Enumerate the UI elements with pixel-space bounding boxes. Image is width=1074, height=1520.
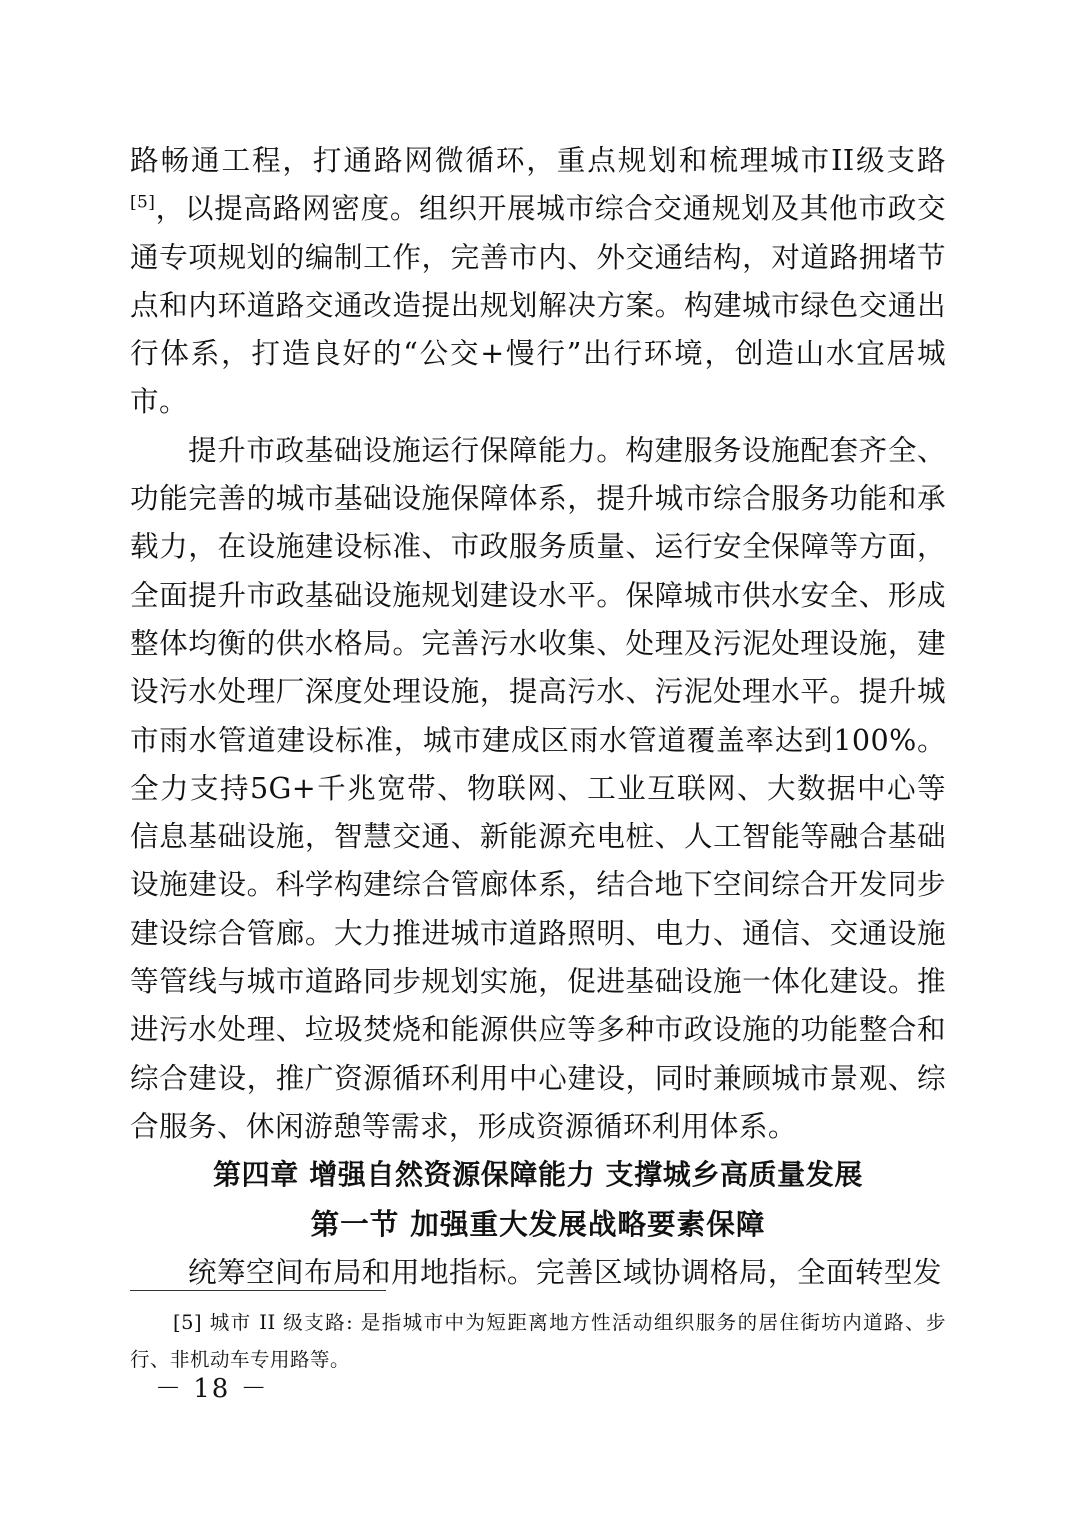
paragraph-1-text-start: 路畅通工程，打通路网微循环，重点规划和梳理城市II级支路: [130, 143, 946, 177]
paragraph-1-text-end: ，以提高路网密度。组织开展城市综合交通规划及其他市政交通专项规划的编制工作，完善市内、外交通结构，对道路拥堵节点和内环道路交通改造提出规划解决方案。构建城市绿色交通出行体系，打造良好的“公交+慢行”出行环境，创造山水宜居城市。: [130, 191, 946, 419]
paragraph-2: 提升市政基础设施运行保障能力。构建服务设施配套齐全、功能完善的城市基础设施保障体系，提升城市综合服务功能和承载力，在设施建设标准、市政服务质量、运行安全保障等方面，全面提升市政基础设施规划建设水平。保障城市供水安全、形成整体均衡的供水格局。完善污水收集、处理及污泥处理设施，建设污水处理厂深度处理设施，提高污水、污泥处理水平。提升城市雨水管道建设标准，城市建成区雨水管道覆盖率达到100%。全力支持5G+千兆宽带、物联网、工业互联网、大数据中心等信息基础设施，智慧交通、新能源充电桩、人工智能等融合基础设施建设。科学构建综合管廊体系，结合地下空间综合开发同步建设综合管廊。大力推进城市道路照明、电力、通信、交通设施等管线与城市道路同步规划实施，促进基础设施一体化建设。推进污水处理、垃圾焚烧和能源供应等多种市政设施的功能整合和综合建设，推广资源循环利用中心建设，同时兼顾城市景观、综合服务、休闲游憩等需求，形成资源循环利用体系。: [130, 432, 946, 1143]
footnote: [5] 城市 II 级支路: 是指城市中为短距离地方性活动组织服务的居住街坊内道路、步行、非机动车专用路等。: [130, 1311, 946, 1371]
paragraph-1: [130, 136, 946, 426]
footnote-divider: [130, 1290, 386, 1291]
footnote-reference[interactable]: [5]: [130, 192, 156, 213]
paragraph-3: 统筹空间布局和用地指标。完善区域协调格局，全面转型发: [188, 1255, 942, 1290]
body-text: [130, 136, 946, 1297]
section-title: 第一节 加强重大发展战略要素保障: [310, 1207, 766, 1242]
chapter-title: 第四章 增强自然资源保障能力 支撑城乡高质量发展: [213, 1158, 863, 1192]
page-number: － 18 －: [155, 1374, 269, 1404]
